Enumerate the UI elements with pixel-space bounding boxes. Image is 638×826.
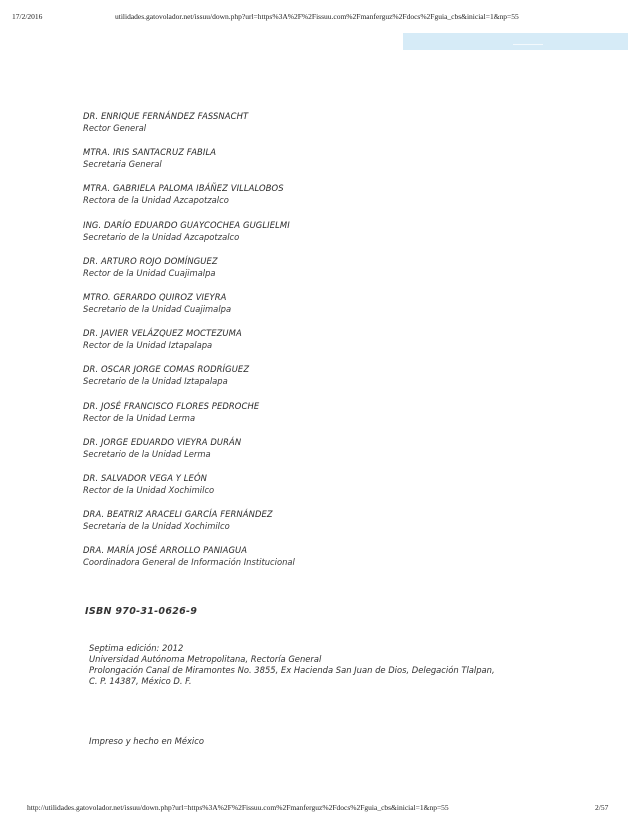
person-name: MTRA. GABRIELA PALOMA IBÁÑEZ VILLALOBOS [83,183,284,194]
person-role: Secretaria General [83,159,162,170]
printed-in: Impreso y hecho en México [89,736,204,746]
person-name: DRA. BEATRIZ ARACELI GARCÍA FERNÁNDEZ [83,509,273,520]
person-entry [83,147,583,183]
print-footer-url: http://utilidades.gatovolador.net/issuu/down.php?url=https%3A%2F%2Fissuu.com%2Fmanferguz%2Fdocs%2Fguia_cbs&inicial=1&np=55 [27,803,449,812]
person-role: Secretario de la Unidad Cuajimalpa [83,303,232,314]
publisher-name: Universidad Autónoma Metropolitana, Rectoría General [89,654,322,664]
person-name: DR. JOSÉ FRANCISCO FLORES PEDROCHE [83,400,260,411]
person-role: Rector de la Unidad Lerma [83,412,196,423]
person-role: Rector de la Unidad Cuajimalpa [83,267,216,278]
person-name: MTRA. IRIS SANTACRUZ FABILA [83,147,217,158]
person-entry [83,111,583,147]
person-role: Secretaria de la Unidad Xochimilco [83,521,230,532]
person-entry [83,183,583,219]
person-role: Rector de la Unidad Iztapalapa [83,340,213,351]
person-entry [83,364,583,400]
person-entry [83,256,583,292]
top-banner [403,33,628,50]
publisher-address: Prolongación Canal de Miramontes No. 3855, Ex Hacienda San Juan de Dios, Delegación Tlalpan, [89,665,495,675]
person-name: ING. DARÍO EDUARDO GUAYCOCHEA GUGLIELMI [83,219,290,230]
person-name: DR. SALVADOR VEGA Y LEÓN [83,472,207,483]
person-role: Secretario de la Unidad Lerma [83,448,211,459]
edition-year: Septima edición: 2012 [89,643,184,653]
person-name: DR. ARTURO ROJO DOMÍNGUEZ [83,255,218,266]
isbn-number: ISBN 970-31-0626-9 [85,606,198,617]
page-counter: 2/57 [595,803,609,812]
person-entry [83,220,583,256]
print-header-url: utilidades.gatovolador.net/issuu/down.php?url=https%3A%2F%2Fissuu.com%2Fmanferguz%2Fdocs%2Fguia_cbs&inicial=1&np=55 [115,12,519,21]
edition-info [89,643,559,687]
publisher-postal-code: C. P. 14387, México D. F. [89,676,192,686]
person-name: DR. JAVIER VELÁZQUEZ MOCTEZUMA [83,328,242,339]
person-name: DR. JORGE EDUARDO VIEYRA DURÁN [83,436,242,447]
print-date: 17/2/2016 [12,12,43,21]
person-entry [83,473,583,509]
banner-divider [513,44,543,45]
person-name: DRA. MARÍA JOSÉ ARROLLO PANIAGUA [83,545,248,556]
person-role: Rector de la Unidad Xochimilco [83,484,215,495]
person-entry [83,437,583,473]
person-entry [83,545,583,581]
person-name: MTRO. GERARDO QUIROZ VIEYRA [83,291,227,302]
person-name: DR. ENRIQUE FERNÁNDEZ FASSNACHT [83,111,249,121]
authorities-list [83,111,583,581]
person-entry [83,401,583,437]
person-role: Rectora de la Unidad Azcapotzalco [83,195,229,206]
person-role: Rector General [83,123,147,133]
person-entry [83,509,583,545]
person-name: DR. OSCAR JORGE COMAS RODRÍGUEZ [83,364,250,375]
person-role: Secretario de la Unidad Azcapotzalco [83,231,240,242]
person-entry [83,292,583,328]
person-role: Coordinadora General de Información Institucional [83,557,295,568]
person-role: Secretario de la Unidad Iztapalapa [83,376,228,387]
person-entry [83,328,583,364]
